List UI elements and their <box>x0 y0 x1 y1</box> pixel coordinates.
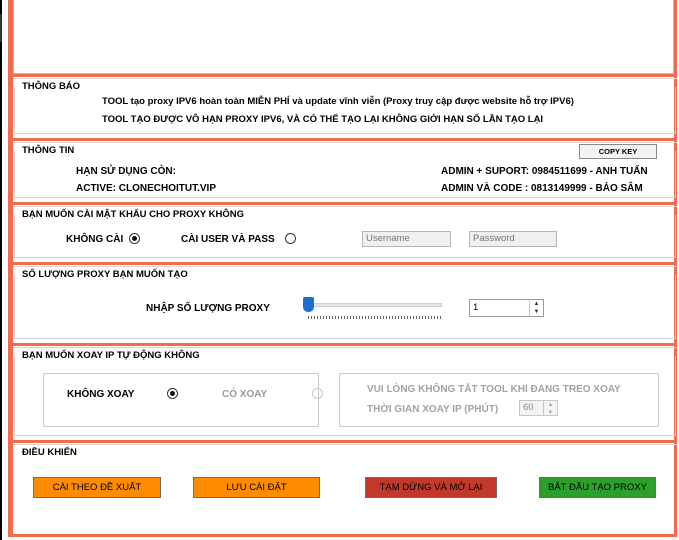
notice-title: THÔNG BÁO <box>22 81 86 92</box>
rotate-interval-label: THỜI GIAN XOAY IP (PHÚT) <box>367 404 499 415</box>
radio-user-pass-label[interactable]: CÀI USER VÀ PASS <box>181 234 275 245</box>
spin-up-icon[interactable]: ▲ <box>533 301 540 307</box>
separator <box>13 202 677 205</box>
quantity-value: 1 <box>473 302 479 313</box>
admin-support-label: ADMIN + SUPORT: 0984511699 - ANH TUẤN <box>441 166 648 177</box>
info-title: THÔNG TIN <box>22 145 80 156</box>
pause-reopen-button[interactable]: TẠM DỪNG VÀ MỞ LẠI <box>365 477 497 498</box>
header-panel <box>13 0 674 74</box>
quantity-stepper[interactable] <box>469 299 544 317</box>
radio-no-rotate-label[interactable]: KHÔNG XOAY <box>67 389 135 400</box>
separator <box>13 138 677 141</box>
notice-line-2: TOOL TẠO ĐƯỢC VÔ HẠN PROXY IPV6, VÀ CÓ THỂ TẠO LẠI KHÔNG GIỚI HẠN SỐ LẦN TẠO LẠI <box>102 114 544 125</box>
radio-no-rotate[interactable] <box>167 388 178 399</box>
spin-down-icon[interactable]: ▼ <box>533 309 540 315</box>
rotate-interval-value: 60 <box>523 402 534 413</box>
separator <box>13 262 677 265</box>
copy-key-button[interactable]: COPY KEY <box>579 144 657 159</box>
quantity-slider-thumb[interactable] <box>303 297 314 312</box>
quantity-slider-track[interactable] <box>304 303 442 307</box>
radio-no-password[interactable] <box>129 233 140 244</box>
rotate-title: BẠN MUỐN XOAY IP TỰ ĐỘNG KHÔNG <box>22 350 206 361</box>
radio-user-pass[interactable] <box>285 233 296 244</box>
quantity-label: NHẬP SỐ LƯỢNG PROXY <box>146 303 270 314</box>
recommended-settings-button[interactable]: CÀI THEO ĐỀ XUẤT <box>33 477 161 498</box>
username-input[interactable]: Username <box>362 231 451 247</box>
rotate-settings-box <box>339 373 659 427</box>
rotate-interval-stepper[interactable] <box>519 400 558 416</box>
window-left-border <box>0 0 2 540</box>
spin-down-icon[interactable]: ▼ <box>547 410 554 416</box>
separator <box>13 74 677 77</box>
radio-no-password-label[interactable]: KHÔNG CÀI <box>66 234 124 245</box>
password-input[interactable]: Password <box>469 231 557 247</box>
slider-ticks <box>308 316 441 319</box>
active-label: ACTIVE: CLONECHOITUT.VIP <box>76 183 217 194</box>
password-title: BẠN MUỐN CÀI MẬT KHẨU CHO PROXY KHÔNG <box>22 209 250 220</box>
expiry-label: HẠN SỬ DỤNG CÒN: <box>76 166 176 177</box>
rotate-options-box <box>43 373 319 427</box>
control-title: ĐIỀU KHIỂN <box>22 447 83 458</box>
rotate-warning: VUI LÒNG KHÔNG TẮT TOOL KHI ĐANG TREO XOAY <box>367 384 621 395</box>
window-left-marker <box>0 14 2 42</box>
separator <box>13 440 677 443</box>
notice-line-1: TOOL tạo proxy IPV6 hoàn toàn MIỄN PHÍ và update vĩnh viễn (Proxy truy cập được website hỗ trợ IPV6) <box>102 96 574 107</box>
admin-code-label: ADMIN VÀ CODE : 0813149999 - BẢO SÂM <box>441 183 643 194</box>
quantity-title: SỐ LƯỢNG PROXY BẠN MUỐN TẠO <box>22 269 194 280</box>
start-create-proxy-button[interactable]: BẮT ĐẦU TẠO PROXY <box>539 477 656 498</box>
separator <box>13 343 677 346</box>
save-settings-button[interactable]: LƯU CÀI ĐẶT <box>193 477 320 498</box>
radio-rotate-label[interactable]: CÓ XOAY <box>222 389 268 400</box>
spin-up-icon[interactable]: ▲ <box>547 402 554 408</box>
notice-group <box>13 78 677 138</box>
